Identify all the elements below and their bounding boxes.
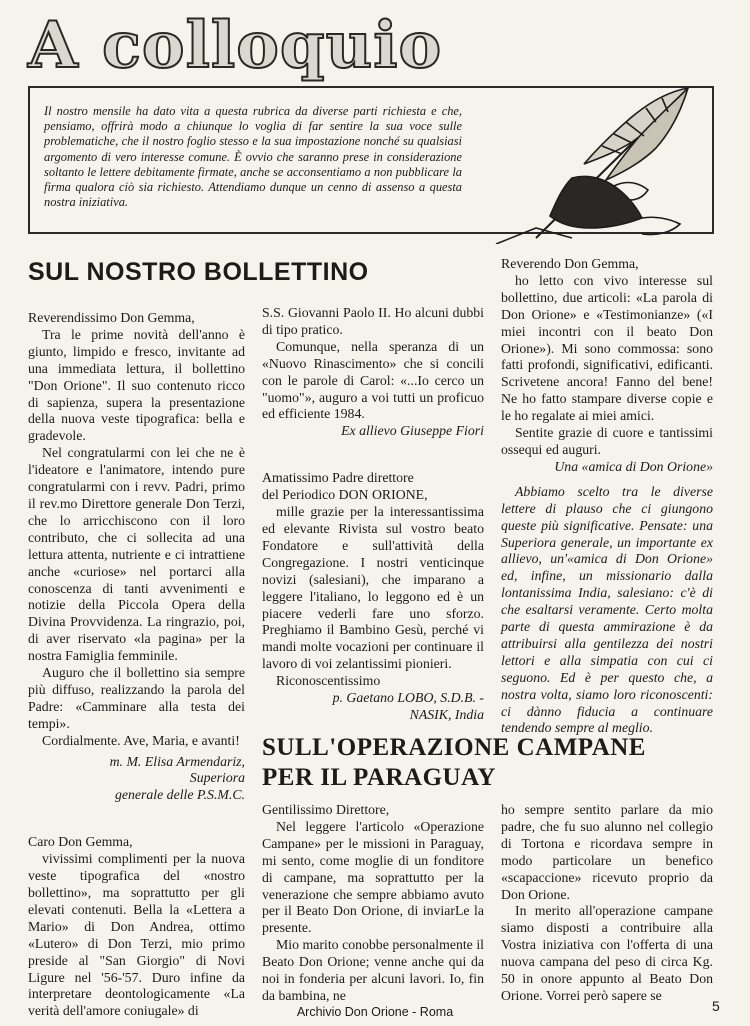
letter1-paragraph: Auguro che il bollettino sia sempre più diffuso, realizzando la parola del Padre: «Camminare alla testa dei tempi». <box>28 665 245 731</box>
column-right <box>501 256 713 737</box>
section-title-bollettino: SUL NOSTRO BOLLETTINO <box>28 258 369 286</box>
letter4-closing: Riconoscentissimo <box>276 673 381 689</box>
letter5-salutation: Reverendo Don Gemma, <box>501 256 639 271</box>
editor-note: Abbiamo scelto tra le diverse lettere di plauso che ci giungono queste più significative. Pensate: una Superiora generale, un importante ex allievo, un'«amica di Don Orione» ed, infine, un missionario dalla lontanissima India, salesiano: c'è di che esaltarsi veramente. Certo molta parte di questa ammirazione è da attribuirsi alla gentilezza dei nostri lettori e alla simpatia con cui ci seguono. Ed è per questo che, a nostra volta, siamo loro riconoscenti: ci dànno fiducia a continuare tendendo sempre al meglio. <box>501 483 713 736</box>
campane-salutation: Gentilissimo Direttore, <box>262 802 390 817</box>
campane-column-right <box>501 802 713 1005</box>
rubric-title: A colloquio <box>28 8 443 83</box>
letter1-signature: Superiora <box>189 770 245 786</box>
campane-paragraph: Nel leggere l'articolo «Operazione Campane» per le missioni in Paraguay, mi sento, come moglie di un fonditore di campane, ma soprattutto per la venerazione che sempre abbiamo avuto per il Beato Don Orione, di inviarLe la presente. <box>262 818 484 936</box>
section-title-line: PER IL PARAGUAY <box>262 764 496 791</box>
campane-column-left <box>262 802 484 1005</box>
page-number: 5 <box>712 998 720 1014</box>
letter5-paragraph: Sentite grazie di cuore e tantissimi ossequi ed auguri. <box>501 425 713 457</box>
letter1-signature: generale delle P.S.M.C. <box>114 787 245 803</box>
letter1-salutation: Reverendissimo Don Gemma, <box>28 310 195 325</box>
letter4-signature: NASIK, India <box>409 706 484 722</box>
letter1-paragraph: Cordialmente. Ave, Maria, e avanti! <box>42 732 240 748</box>
letter4-salutation: Amatissimo Padre direttore <box>262 470 414 486</box>
campane-paragraph: ho sempre sentito parlare da mio padre, che fu suo alunno nel collegio di Tortona e ricordava sempre in modo particolare un benefico «scapaccione» ricevuto proprio da Don Orione. <box>501 802 713 902</box>
letter4-salutation: del Periodico DON ORIONE, <box>262 487 428 503</box>
letter1-signature: m. M. Elisa Armendariz, <box>109 753 245 769</box>
letter5-signature: Una «amica di Don Orione» <box>554 458 713 474</box>
letter1-paragraph: Nel congratularmi con lei che ne è l'ideatore e l'animatore, intendo pure congratularmi con i revv. Padri, primo il rev.mo Direttore generale Don Terzi, che lo arricchiscono con il loro contributo, che ci sollecita ad una lettura attenta, nutriente e ci intrattiene anche «curiose» nel portarci alla conoscenza di tanti avvenimenti e notizie della Piccola Opera della Divina Provvidenza. La ringrazio, poi, di aver riservato «la pagina» per la nostra Famiglia femminile. <box>28 445 245 664</box>
quill-pen-illustration <box>476 78 712 244</box>
campane-paragraph: In merito all'operazione campane siamo disposti a contribuire alla Vostra iniziativa con l'offerta di una nuova campana del peso di circa Kg. 50 in onore appunto al Beato Don Orione. Vorrei però sapere se <box>501 903 713 1003</box>
section-title-line: SULL'OPERAZIONE CAMPANE <box>262 734 646 761</box>
letter1-paragraph: Tra le prime novità dell'anno è giunto, limpido e fresco, invitante ad una immediata lettura, il bollettino "Don Orione". Il suo contenuto ricco di sapienza, supera la presentazione della nuova veste tipografica: bella e gradevole. <box>28 326 245 444</box>
letter4-signature: p. Gaetano LOBO, S.D.B. - <box>332 690 484 706</box>
intro-text: Il nostro mensile ha dato vita a questa rubrica da diverse parti richiesta e che, pensiamo, offrirà modo a chiunque lo voglia di far sentire la sua voce sulle problematiche, che il nostro foglio stesso e la sua impostazione nonché su qualsiasi argomento di vero interesse comune. È ovvio che saranno prese in considerazione soltanto le lettere debitamente firmate, anche se acconsentiamo a non pubblicare la firma qualora ciò sia richiesto. Attendiamo dunque un cenno di assenso a questa nostra iniziativa. <box>44 104 462 210</box>
archive-footer: Archivio Don Orione - Roma <box>296 1005 454 1019</box>
campane-paragraph: Mio marito conobbe personalmente il Beato Don Orione; venne anche qui da noi in fonderia per alcuni lavori. Io, fin da bambina, ne <box>262 937 484 1003</box>
column-middle <box>262 305 484 724</box>
letter5-paragraph: ho letto con vivo interesse sul bollettino, due articoli: «La parola di Don Orione» e «Testimonianze» («I miei incontri con il beato Don Orione»). Mi sono commossa: sono fatti profondi, significativi, edificanti. Scrivetene ancora! Fanno del bene! Ne ho fatto stampare diverse copie e le ho regalate ai miei amici. <box>501 272 713 424</box>
letter3-paragraph: Comunque, nella speranza di un «Nuovo Rinascimento» che si concili con le parole di Carol: «...Io cerco un "uomo"», auguro a voi tutti un proficuo ed efficiente 1984. <box>262 338 484 422</box>
letter3-signature: Ex allievo Giuseppe Fiori <box>341 423 484 439</box>
column-left <box>28 310 245 1020</box>
letter2-body: vivissimi complimenti per la nuova veste tipografica del «nostro bollettino», ma soprattutto per gli elevati contenuti. Bella la «Lettera a Mario» di Don Andrea, ottimo «Lutero» di Don Terzi, mio primo preside al "San Giorgio" di Novi Ligure nel '56-'57. Duro infine da interpretare deontologicamente «La verità dell'amore coniugale» di <box>28 851 245 1019</box>
section-title-campane <box>262 733 646 793</box>
letter3-paragraph: S.S. Giovanni Paolo II. Ho alcuni dubbi di tipo pratico. <box>262 305 484 337</box>
letter4-paragraph: mille grazie per la interessantissima ed elevante Rivista sul vostro beato Fondatore e sull'attività della Congregazione. I nostri venticinque novizi (salesiani), che imparano a leggere l'italiano, lo leggono ed è un piacere vederli fare uno sforzo. Preghiamo il Bambino Gesù, perché vi mandi molte vocazioni per continuare il lavoro di voi zelantissimi pionieri. <box>262 504 484 672</box>
letter2-salutation: Caro Don Gemma, <box>28 834 133 850</box>
